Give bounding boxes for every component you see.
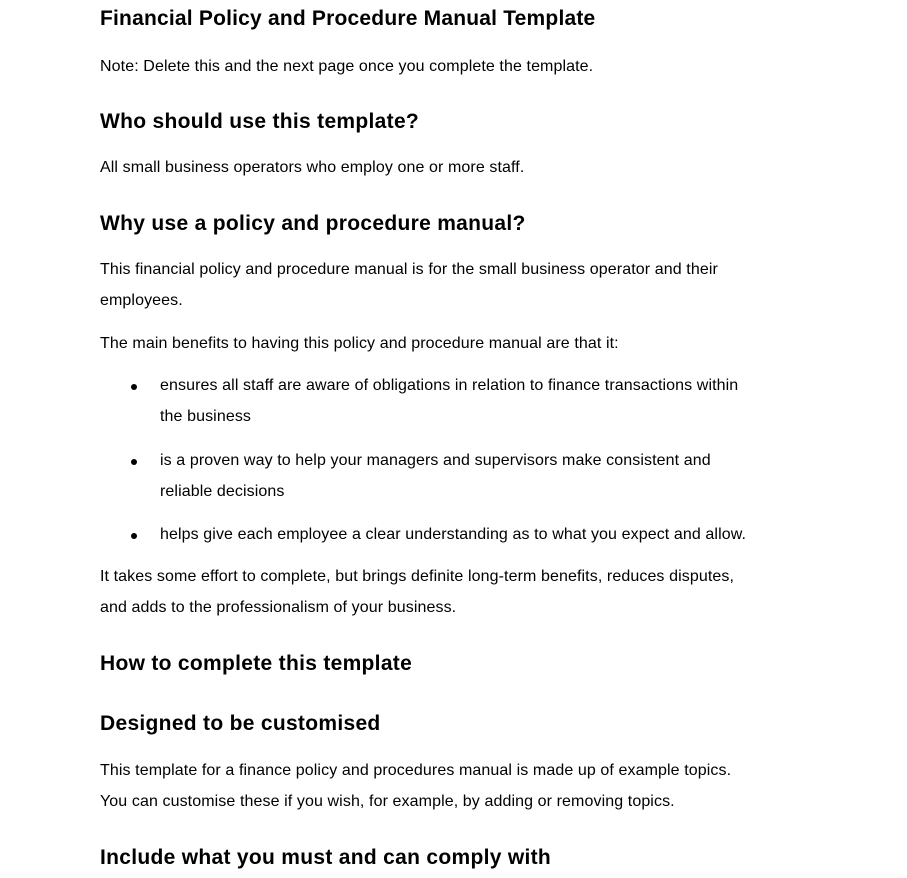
list-item-text: the business xyxy=(160,408,252,425)
benefits-intro-text: The main benefits to having this policy and procedure manual are that it: xyxy=(100,335,619,352)
why-use-paragraph-line-1: This financial policy and procedure manual is for the small business operator and their xyxy=(100,261,718,278)
list-item-text: is a proven way to help your managers and supervisors make consistent and xyxy=(160,452,711,469)
list-item-text: ensures all staff are aware of obligations in relation to finance transactions within xyxy=(160,377,739,394)
document-title: Financial Policy and Procedure Manual Template xyxy=(100,7,596,30)
heading-how-to-complete: How to complete this template xyxy=(100,652,413,675)
list-item-text: helps give each employee a clear understanding as to what you expect and allow. xyxy=(160,526,747,543)
heading-include-comply: Include what you must and can comply with xyxy=(100,846,552,869)
closing-paragraph-line-1: It takes some effort to complete, but brings definite long-term benefits, reduces disputes, xyxy=(100,568,735,585)
heading-who-should-use: Who should use this template? xyxy=(100,110,420,133)
why-use-paragraph-line-2: employees. xyxy=(100,292,183,309)
note-text: Note: Delete this and the next page once you complete the template. xyxy=(100,58,594,75)
closing-paragraph-line-2: and adds to the professionalism of your business. xyxy=(100,599,457,616)
list-item-text: reliable decisions xyxy=(160,483,285,500)
customised-paragraph-line-2: You can customise these if you wish, for example, by adding or removing topics. xyxy=(100,793,675,810)
heading-why-use-manual: Why use a policy and procedure manual? xyxy=(100,212,526,235)
heading-designed-customised: Designed to be customised xyxy=(100,712,381,735)
customised-paragraph-line-1: This template for a finance policy and procedures manual is made up of example topics. xyxy=(100,762,732,779)
who-should-use-text: All small business operators who employ one or more staff. xyxy=(100,159,525,176)
bullet-icon xyxy=(131,384,137,390)
bullet-icon xyxy=(131,533,137,539)
bullet-icon xyxy=(131,459,137,465)
